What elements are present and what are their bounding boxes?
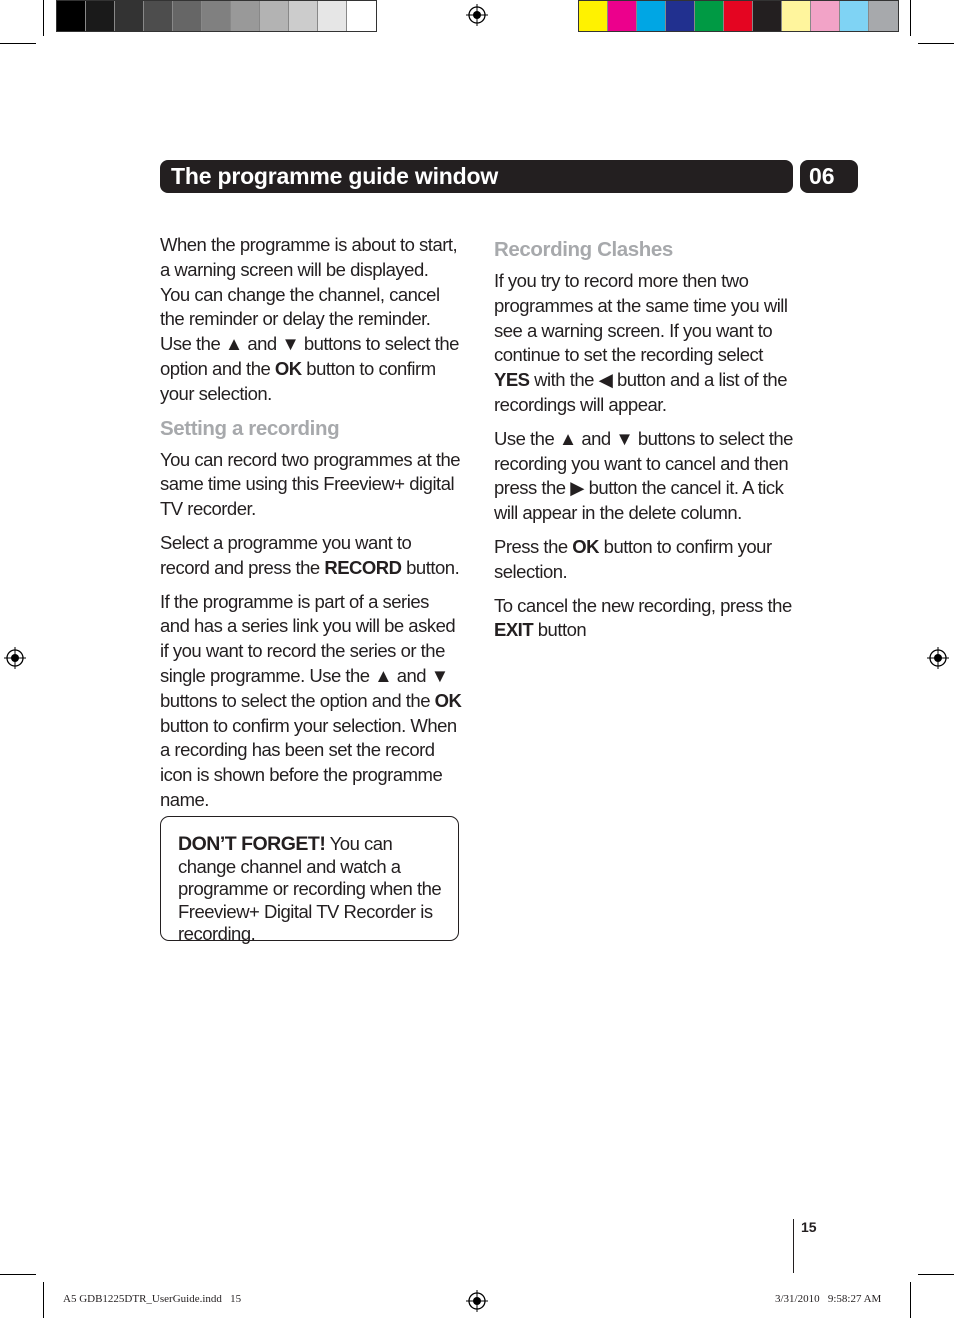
crop-mark	[0, 43, 36, 44]
paragraph: You can record two programmes at the same time using this Freeview+ digital TV recorder.	[160, 448, 461, 520]
up-triangle-icon: ▲	[224, 333, 243, 355]
color-swatch	[724, 1, 753, 31]
chapter-number: 06	[800, 160, 858, 193]
crop-mark	[910, 0, 911, 36]
gray-swatch	[289, 1, 318, 31]
color-swatch	[753, 1, 782, 31]
down-triangle-icon: ▼	[281, 333, 300, 355]
paragraph: If you try to record more then two programmes at the same time you will see a warning screen. If you want to continue to set the recording select YES with the ◀ button and a list of the recordings will appear.	[494, 270, 788, 415]
crop-mark	[918, 43, 954, 44]
slug-datetime: 3/31/2010 9:58:27 AM	[775, 1293, 882, 1305]
gray-swatch	[202, 1, 231, 31]
color-bar	[578, 0, 899, 32]
color-swatch	[666, 1, 695, 31]
section-title: The programme guide window	[160, 160, 793, 193]
registration-mark-icon	[4, 647, 26, 669]
gray-swatch	[86, 1, 115, 31]
paragraph: Use the ▲ and ▼ buttons to select the recording you want to cancel and then press the ▶ button the cancel it. A tick will appear in the delete column.	[494, 427, 793, 524]
paragraph: If the programme is part of a series and has a series link you will be asked if you want to record the series or the single programme. Use the ▲ and ▼ buttons to select the option and the OK button to confirm your selection. When a recording has been set the record icon is shown before the programme name.	[160, 590, 462, 810]
crop-mark	[43, 0, 44, 36]
left-column	[160, 233, 462, 822]
left-triangle-icon: ◀	[598, 369, 613, 391]
crop-mark	[918, 1274, 954, 1275]
gray-swatch	[115, 1, 144, 31]
tip-text: You can change channel and watch a programme or recording when the Freeview+ Digital TV Recorder is recording.	[178, 833, 442, 945]
up-triangle-icon: ▲	[374, 664, 393, 686]
color-swatch	[608, 1, 637, 31]
paragraph: To cancel the new recording, press the EXIT button	[494, 594, 792, 641]
tip-lead: DON’T FORGET!	[178, 833, 326, 855]
page-number: 15	[801, 1219, 817, 1235]
down-triangle-icon: ▼	[430, 664, 449, 686]
color-swatch	[782, 1, 811, 31]
right-triangle-icon: ▶	[570, 477, 584, 499]
dont-forget-box	[160, 816, 459, 945]
color-swatch	[695, 1, 724, 31]
right-column	[494, 233, 799, 652]
paragraph: When the programme is about to start, a warning screen will be displayed. You can change the channel, cancel the reminder or delay the reminder. Use the ▲ and ▼ buttons to select the option and the OK button to confirm your selection.	[160, 234, 459, 404]
gray-swatch	[231, 1, 260, 31]
gray-swatch	[144, 1, 173, 31]
gray-swatch	[173, 1, 202, 31]
crop-mark	[0, 1274, 36, 1275]
color-swatch	[579, 1, 608, 31]
crop-mark	[43, 1282, 44, 1318]
down-triangle-icon: ▼	[615, 427, 634, 449]
registration-mark-icon	[466, 4, 488, 26]
registration-mark-icon	[927, 647, 949, 669]
registration-mark-icon	[466, 1290, 488, 1312]
crop-mark	[910, 1282, 911, 1318]
gray-swatch	[318, 1, 347, 31]
slug-file: A5 GDB1225DTR_UserGuide.indd 15	[63, 1293, 242, 1305]
grayscale-bar	[56, 0, 377, 32]
subheading: Setting a recording	[160, 416, 340, 440]
color-swatch	[869, 1, 898, 31]
up-triangle-icon: ▲	[558, 427, 577, 449]
color-swatch	[637, 1, 666, 31]
color-swatch	[840, 1, 869, 31]
gray-swatch	[347, 1, 376, 31]
gray-swatch	[57, 1, 86, 31]
page-number-divider	[793, 1219, 794, 1273]
subheading: Recording Clashes	[494, 238, 673, 261]
paragraph: Press the OK button to confirm your selection.	[494, 535, 772, 582]
gray-swatch	[260, 1, 289, 31]
paragraph: Select a programme you want to record and press the RECORD button.	[160, 531, 460, 578]
color-swatch	[811, 1, 840, 31]
